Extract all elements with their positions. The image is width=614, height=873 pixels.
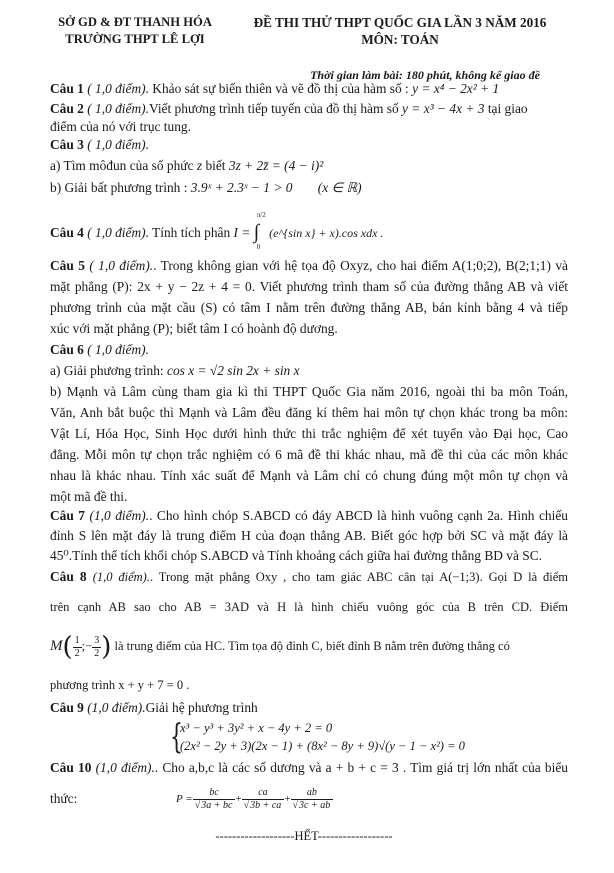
fraction-denominator: 2 <box>94 647 100 659</box>
fraction <box>73 635 82 660</box>
question-label: Câu 1 <box>50 81 84 96</box>
question-7 <box>50 507 568 525</box>
question-8-line-4: phương trình x + y + 7 = 0 . <box>50 678 190 692</box>
question-2 <box>50 100 568 118</box>
fraction-numerator: ab <box>291 787 334 800</box>
plus-sign: + <box>284 793 291 805</box>
fraction-numerator: 3 <box>94 634 100 646</box>
equation-2: (2x² − 2y + 3)(2x − 1) + (8x² − 8y + 9)√(y − 1 − x²) = 0 <box>180 739 465 753</box>
question-label: Câu 7 <box>50 508 86 523</box>
fraction-denominator <box>242 800 285 812</box>
exam-page <box>50 0 568 873</box>
exam-title: ĐỀ THI THỬ THPT QUỐC GIA LẦN 3 NĂM 2016 <box>253 15 547 30</box>
math-expression: y = x³ − 4x + 3 <box>402 101 485 116</box>
part-text: biết <box>205 158 226 173</box>
upper-limit: π/2 <box>256 210 266 219</box>
question-6b-line: nhau là khác nhau. Tính xác suất để Mạnh và Lâm chỉ có chung đúng một môn tự chọn và <box>50 468 568 483</box>
exam-header <box>50 10 568 80</box>
question-points: (1,0 điểm). <box>92 570 150 584</box>
question-5-line-2: mặt phẳng (P): 2x + y − 2z + 4 = 0. Viết phương trình tham số của đường thẳng AB và viết <box>50 279 568 294</box>
integral-lhs: I = <box>233 225 251 240</box>
fraction-denominator: 2 <box>74 647 80 659</box>
math-variable: z <box>196 158 203 173</box>
fraction-denominator <box>291 800 334 812</box>
question-3a <box>50 157 568 175</box>
question-points: ( 1,0 điểm). <box>87 137 149 152</box>
math-expression: 3.9ˣ + 2.3ˣ − 1 > 0 <box>190 180 293 195</box>
question-label: Câu 9 <box>50 700 84 715</box>
question-8-line-2: trên cạnh AB sao cho AB = 3AD và H là hình chiếu vuông góc của B trên CD. Điểm <box>50 600 568 614</box>
fraction-denominator <box>193 800 236 812</box>
part-text: a) Tìm môđun của số phức <box>50 158 194 173</box>
question-points: ( 1,0 điểm). <box>89 258 154 273</box>
question-6b-line: Vật Lí, Hóa Học, Sinh Học dưới hình thức thi trắc nghiệm để xét tuyển vào Đại học, Cao <box>50 426 568 441</box>
question-1 <box>50 80 568 98</box>
paren-close: ) <box>101 632 112 663</box>
department-name: SỞ GD & ĐT THANH HÓA <box>58 15 212 29</box>
question-4 <box>50 210 568 251</box>
math-expression: cos x = √2 sin 2x + sin x <box>167 363 300 378</box>
question-9 <box>50 699 568 717</box>
question-text: . Trong mặt phẳng Oxy , cho tam giác ABC cân tại A(−1;3). Gọi D là điểm <box>149 570 568 584</box>
paren-open: ( <box>62 632 73 663</box>
fraction-numerator: ca <box>242 787 285 800</box>
question-label: Câu 10 <box>50 760 92 775</box>
part-text: b) Giải bất phương trình : <box>50 180 188 195</box>
sqrt-content: 3a + bc <box>201 799 233 811</box>
part-text: a) Giải phương trình: <box>50 363 164 378</box>
fraction <box>193 787 236 812</box>
integral-sign <box>253 210 266 251</box>
end-mark: -------------------HẾT------------------ <box>215 829 393 843</box>
expression-p <box>176 782 333 816</box>
question-7-line: đỉnh S lên mặt đáy là trung điểm H của đoạn thẳng AB. Biết góc hợp bởi SC và mặt đáy là <box>50 528 568 543</box>
question-text: Viết phương trình tiếp tuyến của đồ thị hàm số <box>148 101 399 116</box>
question-label: Câu 8 <box>50 569 87 584</box>
question-points: (1,0 điểm). <box>87 700 146 715</box>
equation-system <box>170 719 550 755</box>
fraction <box>242 787 285 812</box>
expression-lhs: P = <box>176 793 193 805</box>
question-5-line-3: phương trình của mặt cầu (S) có tâm I nằm trên đường thẳng AB, bán kính bằng 4 và tiếp <box>50 300 568 315</box>
plus-sign: + <box>235 793 242 805</box>
fraction <box>291 787 334 812</box>
question-6b-line: Văn, Anh bắt buộc thì Mạnh và Lâm đều đăng kí thêm hai môn tự chọn khác trong ba môn: <box>50 405 568 420</box>
question-8 <box>50 568 568 586</box>
question-label: Câu 6 <box>50 342 84 357</box>
question-6a <box>50 362 568 380</box>
math-domain: (x ∈ ℝ) <box>317 180 362 195</box>
question-5-line-4: xúc với mặt phẳng (P); biết tâm I có hoành độ dương. <box>50 321 338 336</box>
sqrt-content: 3b + ca <box>250 799 282 811</box>
math-expression: 3z + 2z̄ = (4 − i)² <box>228 158 324 173</box>
math-expression: y = x⁴ − 2x² + 1 <box>412 81 500 96</box>
question-10 <box>50 759 568 777</box>
integral-icon: ∫ <box>253 220 260 243</box>
separator: ;− <box>81 639 93 653</box>
question-10-line-2 <box>50 782 568 816</box>
sqrt-icon: √ <box>243 799 250 811</box>
question-text: Khảo sát sự biến thiên và vẽ đồ thị của hàm số : <box>148 81 409 96</box>
question-points: (1,0 điểm). <box>95 760 155 775</box>
sqrt-icon: √ <box>194 799 201 811</box>
question-text: . Cho hình chóp S.ABCD có đáy ABCD là hình vuông cạnh 2a. Hình chiếu <box>149 508 568 523</box>
lower-limit: 0 <box>256 242 261 251</box>
question-text: Tính tích phân <box>148 225 231 240</box>
subject-title: MÔN: TOÁN <box>361 32 439 47</box>
sqrt-content: 3c + ab <box>299 799 331 811</box>
question-6b-line: đẳng. Mỗi môn tự chọn trắc nghiệm có 6 mã đề thi khác nhau, mã đề thi của các môn khác <box>50 447 568 462</box>
integrand: (e^{sin x} + x).cos xdx . <box>269 226 384 240</box>
question-3b <box>50 179 568 197</box>
brace-icon: { <box>170 717 183 757</box>
issuer-block <box>50 14 220 48</box>
question-points: ( 1,0 điểm). <box>87 101 149 116</box>
question-text: Giải hệ phương trình <box>145 700 258 715</box>
question-label: Câu 3 <box>50 137 84 152</box>
question-6b-line: b) Mạnh và Lâm cùng tham gia kì thi THPT Quốc Gia năm 2016, ngoài thi ba môn Toán, <box>50 384 568 399</box>
question-text: là trung điểm của HC. Tìm tọa độ đỉnh C, biết đỉnh B nằm trên đường thẳng có <box>114 639 510 653</box>
question-label: Câu 5 <box>50 258 85 273</box>
question-text: . Trong không gian với hệ tọa độ Oxyz, cho hai điểm A(1;0;2), B(2;1;1) và <box>153 258 568 273</box>
sqrt-icon: √ <box>292 799 299 811</box>
question-6b-line: một mã đề thi. <box>50 489 128 504</box>
question-5 <box>50 257 568 275</box>
question-text: . Cho a,b,c là các số dương và a + b + c = 3 . Tìm giá trị lớn nhất của biểu <box>154 760 568 775</box>
question-2-cont <box>50 118 568 136</box>
question-label: Câu 2 <box>50 101 84 116</box>
question-points: (1,0 điểm). <box>89 508 150 523</box>
time-note: Thời gian làm bài: 180 phút, không kể giao đề <box>310 68 540 82</box>
fraction <box>92 635 101 660</box>
equation-1: x³ − y³ + 3y² + x − 4y + 2 = 0 <box>180 721 333 735</box>
question-7-line: 45⁰.Tính thể tích khối chóp S.ABCD và Tính khoảng cách giữa hai đường thẳng BD và SC. <box>50 548 542 563</box>
title-block <box>230 14 570 48</box>
question-label: Câu 4 <box>50 225 84 240</box>
question-text: thức: <box>50 791 78 806</box>
question-text-cont: tại giao <box>487 101 528 116</box>
question-points: ( 1,0 điểm). <box>87 225 149 240</box>
question-text: điểm của nó với trục tung. <box>50 119 191 134</box>
question-8-line-3 <box>50 626 568 666</box>
question-3 <box>50 136 568 154</box>
fraction-numerator: bc <box>193 787 236 800</box>
point-name: M <box>50 638 63 654</box>
question-points: ( 1,0 điểm). <box>87 342 149 357</box>
question-points: ( 1,0 điểm). <box>87 81 149 96</box>
school-name: TRƯỜNG THPT LÊ LỢI <box>65 32 205 46</box>
question-6 <box>50 341 568 359</box>
fraction-numerator: 1 <box>74 634 80 646</box>
